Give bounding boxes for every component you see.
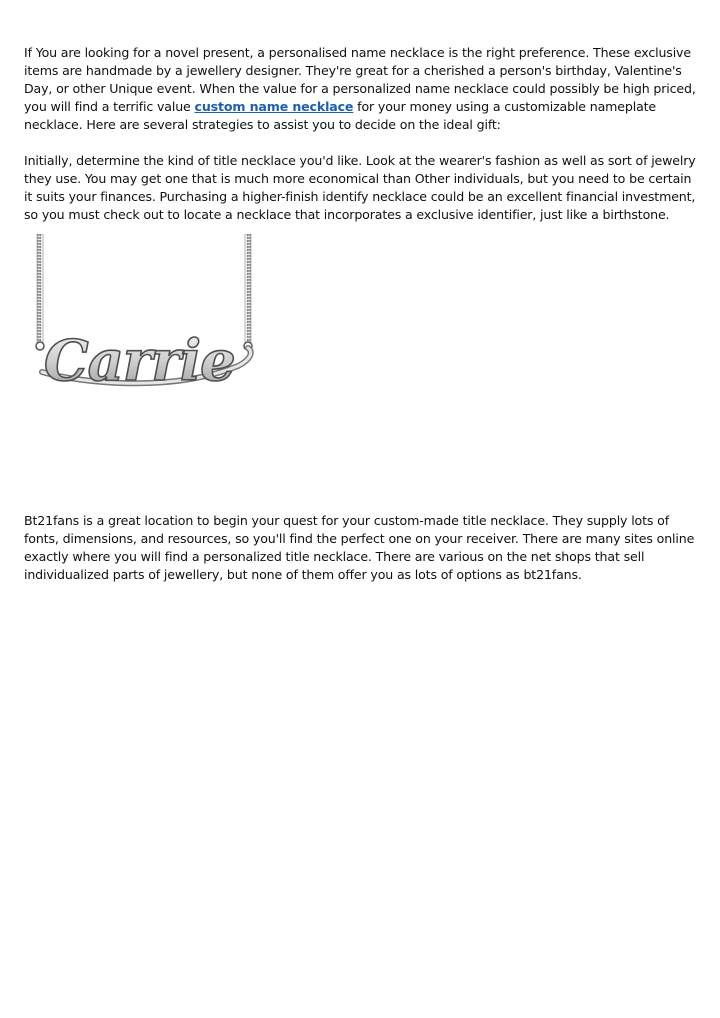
document-page: [24, 44, 700, 584]
necklace-image: [24, 234, 264, 484]
custom-name-necklace-link[interactable]: custom name necklace: [194, 99, 354, 114]
paragraph-intro-text-before: If You are looking for a novel present, a personalised name necklace is the right preference. These exclusive items are handmade by a jewellery designer. They're great for a cherished a person's birthday, Valentine's Day, or other Unique event. When the value for a personalized name necklace could possibly be high priced, you will find a terrific value: [24, 45, 696, 114]
paragraph-intro-text-after: for your money using a customizable nameplate necklace. Here are several strategies to assist you to decide on the ideal gift:: [24, 99, 657, 132]
right-chain: [245, 234, 251, 342]
left-jump-ring: [36, 342, 44, 350]
paragraph-bt21fans: Bt21fans is a great location to begin your quest for your custom-made title necklace. They supply lots of fonts, dimensions, and resources, so you'll find the perfect one on your receiver. There are many sites online exactly where you will find a personalized title necklace. There are various on the net shops that sell individualized parts of jewellery, but none of them offer you as lots of options as bt21fans.: [24, 513, 695, 582]
nameplate-necklace-illustration: [24, 234, 264, 484]
nameplate-text: Carrie: [44, 328, 235, 394]
paragraph-intro: [24, 44, 700, 134]
paragraph-determine-kind: Initially, determine the kind of title necklace you'd like. Look at the wearer's fashion as well as sort of jewelry they use. You may get one that is much more economical than Other individuals, but you need to be certain it suits your finances. Purchasing a higher-finish identify necklace could be an excellent financial investment, so you must check out to locate a necklace that incorporates a exclusive identifier, just like a birthstone.: [24, 153, 696, 222]
left-chain: [37, 234, 43, 342]
